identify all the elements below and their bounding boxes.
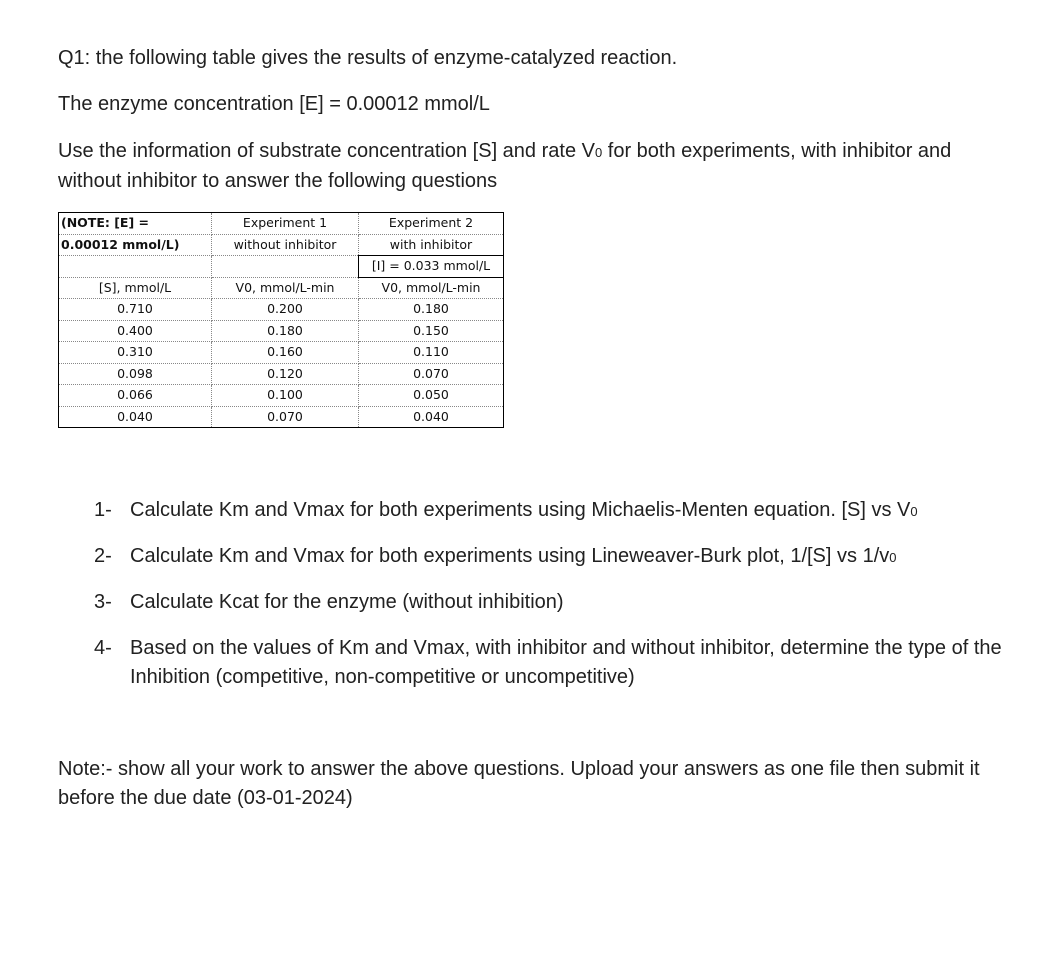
- inhibitor-concentration: [I] = 0.033 mmol/L: [359, 256, 504, 278]
- footer-note: Note:- show all your work to answer the above questions. Upload your answers as one file then submit it before the due date (03-01-2024): [58, 758, 980, 809]
- rate-exp2-value: 0.050: [359, 385, 504, 407]
- question-subscript: 0: [910, 504, 918, 519]
- question-text: [130, 496, 1020, 526]
- substrate-value: 0.710: [59, 299, 212, 321]
- enzyme-concentration-text: The enzyme concentration [E] = 0.00012 mmol/L: [58, 93, 490, 115]
- experiment-1-subtitle: without inhibitor: [212, 234, 359, 256]
- instructions-text: [58, 137, 1018, 196]
- question-text-main: Calculate Km and Vmax for both experiments using Lineweaver-Burk plot, 1/[S] vs 1/v: [130, 545, 890, 567]
- substrate-value: 0.310: [59, 342, 212, 364]
- rate-exp1-value: 0.160: [212, 342, 359, 364]
- question-number: 1-: [94, 499, 112, 521]
- table-row: [59, 406, 504, 428]
- table-header-row: [59, 234, 504, 256]
- rate-exp1-value: 0.100: [212, 385, 359, 407]
- rate-exp2-value: 0.040: [413, 408, 449, 424]
- question-number: 2-: [94, 545, 112, 567]
- instructions-text-a: Use the information of substrate concentration [S] and rate V: [58, 140, 595, 162]
- rate-exp2-value: 0.110: [359, 342, 504, 364]
- rate-exp2-value: 0.180: [359, 299, 504, 321]
- experiment-2-subtitle: with inhibitor: [359, 234, 504, 256]
- question-text: Calculate Kcat for the enzyme (without inhibition): [130, 591, 564, 613]
- table-note-line1: (NOTE: [E] =: [59, 213, 212, 235]
- substrate-value: 0.040: [59, 406, 212, 428]
- substrate-value: 0.098: [59, 363, 212, 385]
- empty-cell: [212, 256, 359, 278]
- experiment-2-title: Experiment 2: [359, 213, 504, 235]
- table-column-header-row: [59, 277, 504, 299]
- rate-exp1-value: 0.070: [212, 406, 359, 428]
- table-header-row: [59, 213, 504, 235]
- question-text: Based on the values of Km and Vmax, with inhibitor and without inhibitor, determine the type of the Inhibition (competitive, non-competitive or uncompetitive): [130, 637, 1002, 688]
- rate-exp2-value: 0.150: [359, 320, 504, 342]
- instructions-text-b: for both experiments, with inhibitor and without inhibitor to answer the following questions: [58, 140, 952, 192]
- rate-exp1-value: 0.200: [212, 299, 359, 321]
- table-row: [59, 320, 504, 342]
- experiment-1-title: Experiment 1: [212, 213, 359, 235]
- column-header-rate-exp2: V0, mmol/L-min: [359, 277, 504, 299]
- substrate-value: 0.066: [59, 385, 212, 407]
- question-number: 4-: [94, 637, 112, 659]
- table-row: [59, 385, 504, 407]
- instructions-subscript: 0: [594, 145, 603, 160]
- table-row: [59, 363, 504, 385]
- question-title: Q1: the following table gives the results of enzyme-catalyzed reaction.: [58, 47, 678, 69]
- question-number: 3-: [94, 591, 112, 613]
- empty-cell: [59, 256, 212, 278]
- question-text: [130, 542, 1020, 572]
- question-text-main: Calculate Km and Vmax for both experiments using Michaelis-Menten equation. [S] vs V: [130, 499, 911, 521]
- rate-exp2-value: 0.070: [359, 363, 504, 385]
- table-row: [59, 299, 504, 321]
- column-header-rate-exp1: V0, mmol/L-min: [212, 277, 359, 299]
- rate-exp1-value: 0.120: [212, 363, 359, 385]
- results-table: [58, 212, 504, 428]
- column-header-substrate: [S], mmol/L: [59, 277, 212, 299]
- substrate-value: 0.400: [59, 320, 212, 342]
- table-note-line2: 0.00012 mmol/L): [59, 234, 212, 256]
- table-header-row: [59, 256, 504, 278]
- table-row: [59, 342, 504, 364]
- rate-exp1-value: 0.180: [212, 320, 359, 342]
- question-subscript: 0: [889, 550, 897, 565]
